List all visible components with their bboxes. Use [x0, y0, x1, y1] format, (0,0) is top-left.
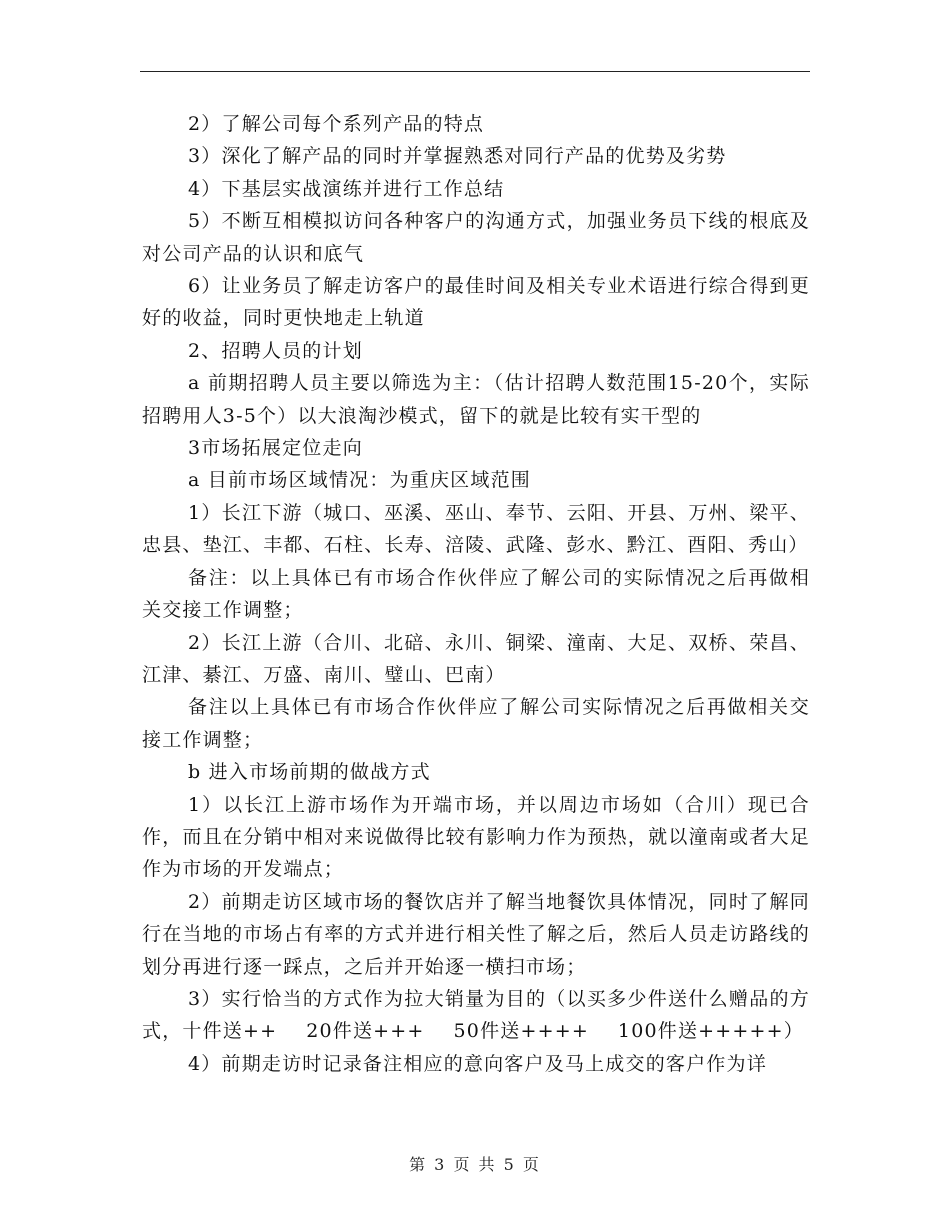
paragraph: 2）了解公司每个系列产品的特点 — [188, 113, 485, 135]
paragraph: 4）下基层实战演练并进行工作总结 — [188, 177, 505, 200]
paragraph: 2）前期走访区域市场的餐饮店并了解当地餐饮具体情况，同时了解同行在当地的市场占有率的方式并进行相关性了解之后，然后人员走访路线的划分再进行逐一踩点，之后并开始逐一横扫市场； — [142, 890, 810, 978]
paragraph: 1）长江下游（城口、巫溪、巫山、奉节、云阳、开县、万州、梁平、忠县、垫江、丰都、石柱、长寿、涪陵、武隆、彭水、黔江、酉阳、秀山） — [142, 501, 810, 557]
section-heading: 3市场拓展定位走向 — [188, 437, 363, 460]
header-rule — [140, 71, 810, 72]
paragraph: a 前期招聘人员主要以筛选为主：（估计招聘人数范围15-20个，实际招聘用人3-5个）以大浪淘沙模式，留下的就是比较有实干型的 — [142, 372, 810, 427]
paragraph: 3）实行恰当的方式作为拉大销量为目的（以买多少件送什么赠品的方式，十件送++ 20件送+++ 50件送++++ 100件送+++++） — [142, 987, 810, 1043]
paragraph: 2）长江上游（合川、北碚、永川、铜梁、潼南、大足、双桥、荣昌、江津、綦江、万盛、南川、璧山、巴南） — [142, 631, 810, 686]
paragraph: 6）让业务员了解走访客户的最佳时间及相关专业术语进行综合得到更好的收益，同时更快地走上轨道 — [142, 275, 810, 330]
paragraph: 4）前期走访时记录备注相应的意向客户及马上成交的客户作为详 — [188, 1052, 767, 1075]
subsection-heading: a 目前市场区域情况：为重庆区域范围 — [188, 469, 531, 492]
document-body — [142, 108, 810, 1080]
note-paragraph: 备注：以上具体已有市场合作伙伴应了解公司的实际情况之后再做相关交接工作调整； — [142, 566, 810, 622]
section-heading: 2、招聘人员的计划 — [188, 339, 363, 362]
paragraph: 5）不断互相模拟访问各种客户的沟通方式，加强业务员下线的根底及对公司产品的认识和底气 — [142, 210, 810, 265]
subsection-heading: b 进入市场前期的做战方式 — [188, 761, 431, 784]
paragraph: 3）深化了解产品的同时并掌握熟悉对同行产品的优势及劣势 — [188, 145, 727, 168]
paragraph: 1）以长江上游市场作为开端市场，并以周边市场如（合川）现已合作，而且在分销中相对来说做得比较有影响力作为预热，就以潼南或者大足作为市场的开发端点； — [142, 793, 810, 881]
note-paragraph: 备注以上具体已有市场合作伙伴应了解公司实际情况之后再做相关交接工作调整； — [142, 696, 810, 751]
page-number: 第 3 页 共 5 页 — [409, 1155, 541, 1174]
